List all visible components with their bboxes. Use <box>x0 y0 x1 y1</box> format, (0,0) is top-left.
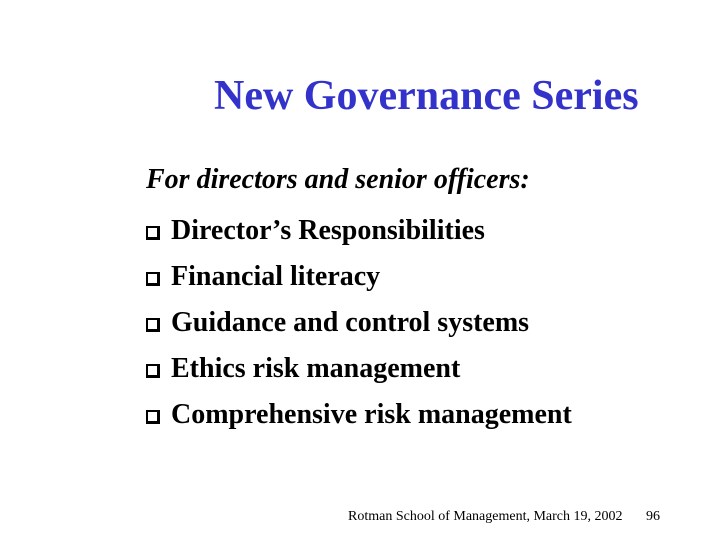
slide-title: New Governance Series <box>214 73 639 119</box>
intro-text: For directors and senior officers: <box>146 164 530 195</box>
checkbox-square-icon <box>146 364 160 378</box>
bullet-text: Guidance and control systems <box>171 307 530 338</box>
list-item <box>146 346 572 392</box>
checkbox-square-icon <box>146 226 160 240</box>
bullet-text: Ethics risk management <box>171 353 461 384</box>
bullet-list <box>146 208 572 438</box>
checkbox-square-icon <box>146 410 160 424</box>
list-item <box>146 254 572 300</box>
list-item <box>146 208 572 254</box>
bullet-text: Comprehensive risk management <box>171 399 572 430</box>
footer-text: Rotman School of Management, March 19, 2002 <box>348 509 623 524</box>
bullet-text: Director’s Responsibilities <box>171 215 485 246</box>
checkbox-square-icon <box>146 272 160 286</box>
list-item <box>146 300 572 346</box>
page-number: 96 <box>646 509 660 524</box>
list-item <box>146 392 572 438</box>
bullet-text: Financial literacy <box>171 261 381 292</box>
checkbox-square-icon <box>146 318 160 332</box>
